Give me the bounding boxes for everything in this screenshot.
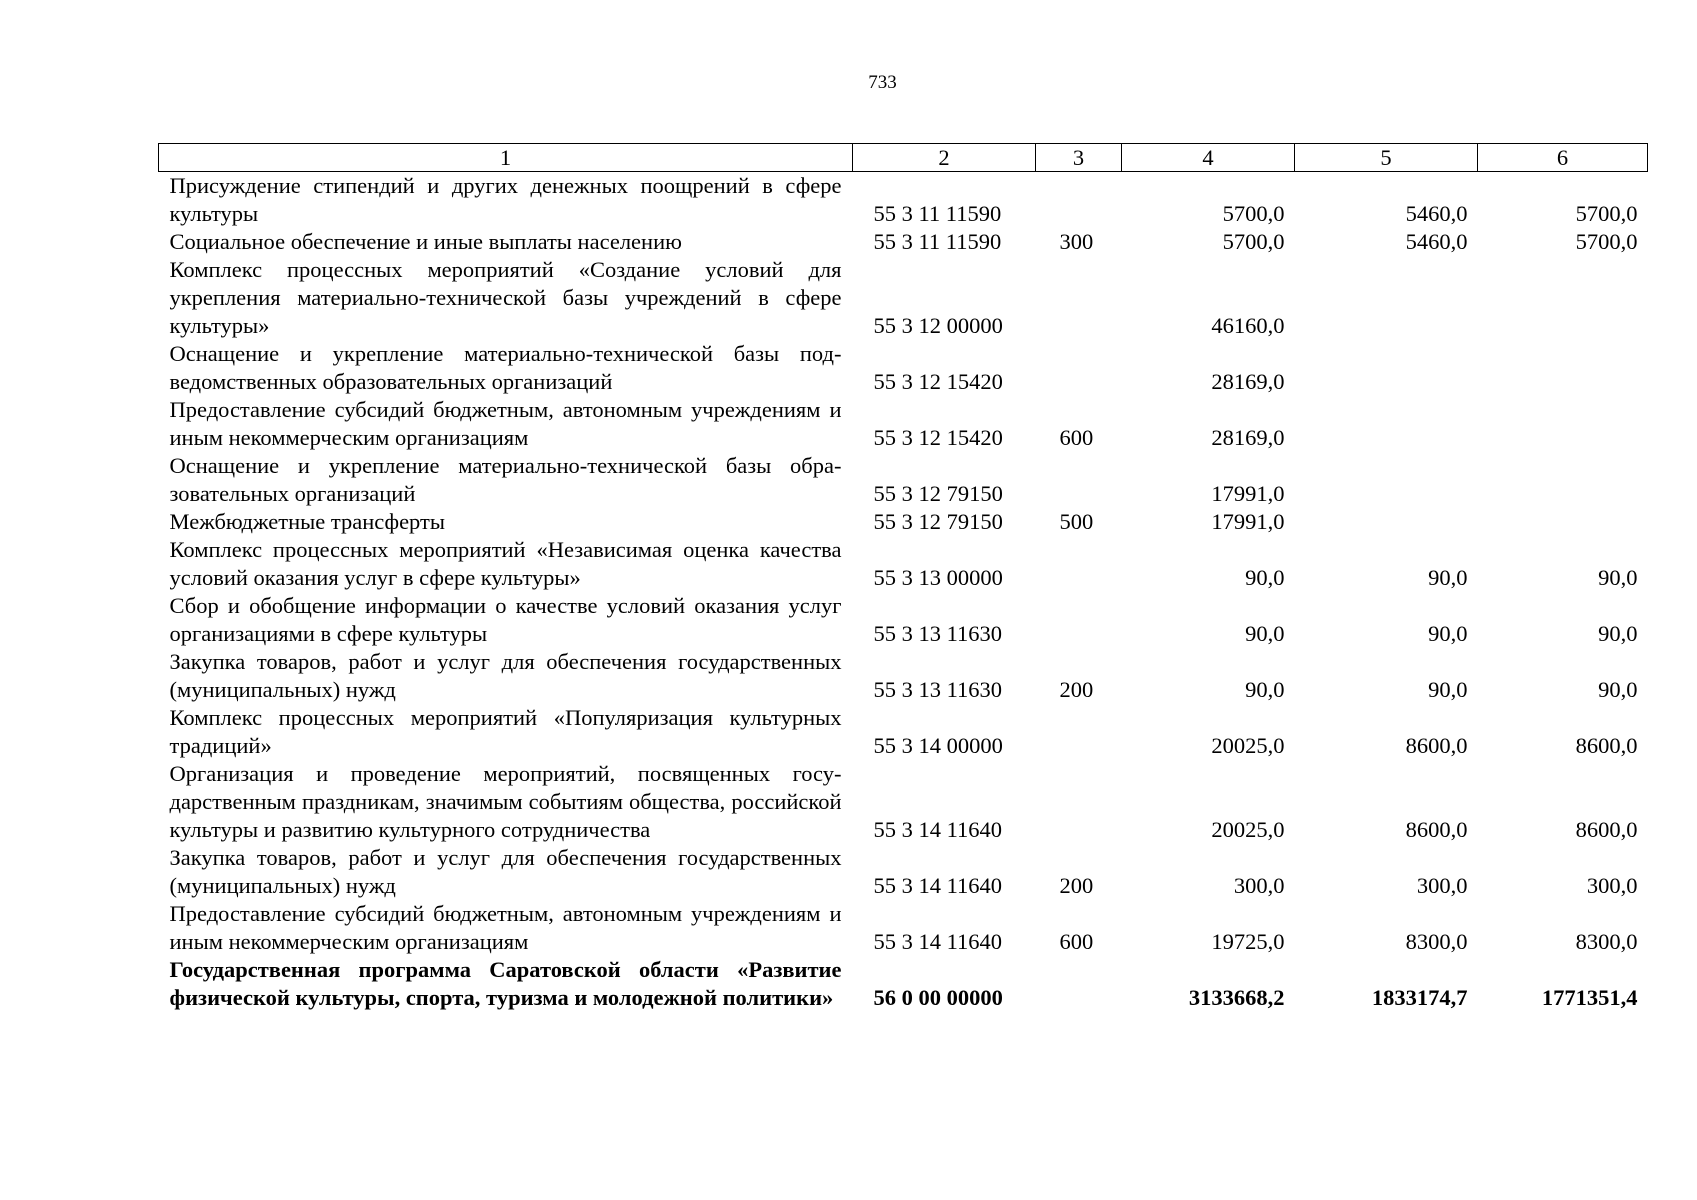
row-code: 55 3 13 11630 xyxy=(873,621,1003,646)
table-row xyxy=(159,172,1648,229)
row-value-col5: 8600,0 xyxy=(1405,817,1468,842)
row-value-col5 xyxy=(1295,508,1478,536)
table-row xyxy=(159,956,1648,1012)
budget-table xyxy=(158,143,1648,1012)
row-description: Закупка товаров, работ и услуг для обеспечения государственных (муниципальных) нужд xyxy=(169,845,842,898)
row-expense-type: 600 xyxy=(1059,425,1094,450)
row-value-col6: 90,0 xyxy=(1598,621,1638,646)
row-description: Закупка товаров, работ и услуг для обеспечения государственных (муниципальных) нужд xyxy=(169,649,842,702)
row-value-col6: 5700,0 xyxy=(1575,229,1638,254)
row-value-col4: 90,0 xyxy=(1245,677,1285,702)
row-value-col6 xyxy=(1478,256,1648,340)
row-code: 55 3 12 79150 xyxy=(873,481,1003,506)
row-value-col4: 19725,0 xyxy=(1211,929,1285,954)
row-code: 55 3 14 00000 xyxy=(873,733,1003,758)
row-value-col5: 90,0 xyxy=(1428,677,1468,702)
header-col-6: 6 xyxy=(1478,144,1648,172)
row-value-col5: 1833174,7 xyxy=(1371,985,1468,1010)
table-row xyxy=(159,900,1648,956)
row-value-col4: 5700,0 xyxy=(1222,201,1285,226)
table-row xyxy=(159,704,1648,760)
table-header xyxy=(159,144,1648,172)
table-row xyxy=(159,592,1648,648)
row-expense-type xyxy=(1036,256,1122,340)
row-value-col6 xyxy=(1478,340,1648,396)
table-row xyxy=(159,536,1648,592)
row-code: 55 3 11 11590 xyxy=(873,229,1002,254)
row-description: Присуждение стипендий и других денежных поощрений в сфере культуры xyxy=(169,173,842,226)
header-row xyxy=(159,144,1648,172)
row-expense-type: 200 xyxy=(1059,677,1094,702)
row-code: 55 3 12 15420 xyxy=(873,425,1003,450)
row-expense-type xyxy=(1036,704,1122,760)
table-body xyxy=(159,172,1648,1013)
row-value-col4: 20025,0 xyxy=(1211,733,1285,758)
row-value-col6: 1771351,4 xyxy=(1541,985,1638,1010)
row-description: Комплекс процессных мероприятий «Создание условий для укрепления материально-технической базы учреждений в сфере культуры» xyxy=(169,257,842,338)
row-value-col5 xyxy=(1295,452,1478,508)
row-expense-type xyxy=(1036,536,1122,592)
row-value-col4: 17991,0 xyxy=(1211,481,1285,506)
row-expense-type xyxy=(1036,592,1122,648)
table-row xyxy=(159,648,1648,704)
header-col-3: 3 xyxy=(1036,144,1122,172)
row-code: 55 3 13 00000 xyxy=(873,565,1003,590)
row-value-col4: 46160,0 xyxy=(1211,313,1285,338)
row-description: Предоставление субсидий бюджетным, автономным учреждениям и иным некоммерческим организациям xyxy=(169,901,842,954)
row-value-col6: 90,0 xyxy=(1598,677,1638,702)
row-value-col4: 17991,0 xyxy=(1211,509,1285,534)
row-expense-type xyxy=(1036,172,1122,229)
row-value-col4: 5700,0 xyxy=(1222,229,1285,254)
row-code: 56 0 00 00000 xyxy=(873,985,1003,1010)
row-description: Предоставление субсидий бюджетным, автономным учреждениям и иным некоммерческим организациям xyxy=(169,397,842,450)
row-description: Комплекс процессных мероприятий «Популяризация культурных традиций» xyxy=(169,705,842,758)
table-row xyxy=(159,760,1648,844)
row-description: Оснащение и укрепление материально-технической базы образовательных организаций xyxy=(169,453,842,506)
row-value-col6: 8600,0 xyxy=(1575,817,1638,842)
row-value-col5: 8600,0 xyxy=(1405,733,1468,758)
table-row xyxy=(159,452,1648,508)
table-row xyxy=(159,340,1648,396)
row-value-col4: 90,0 xyxy=(1245,621,1285,646)
row-code: 55 3 14 11640 xyxy=(873,817,1003,842)
row-code: 55 3 14 11640 xyxy=(873,873,1003,898)
row-code: 55 3 13 11630 xyxy=(873,677,1003,702)
row-value-col6: 8600,0 xyxy=(1575,733,1638,758)
row-value-col6 xyxy=(1478,452,1648,508)
row-value-col4: 3133668,2 xyxy=(1188,985,1285,1010)
row-value-col5 xyxy=(1295,396,1478,452)
row-value-col4: 28169,0 xyxy=(1211,369,1285,394)
row-value-col5: 90,0 xyxy=(1428,621,1468,646)
row-value-col6: 5700,0 xyxy=(1575,201,1638,226)
row-description: Социальное обеспечение и иные выплаты населению xyxy=(169,229,682,254)
row-code: 55 3 12 79150 xyxy=(873,509,1003,534)
row-value-col5: 300,0 xyxy=(1416,873,1468,898)
row-code: 55 3 12 00000 xyxy=(873,313,1003,338)
row-expense-type xyxy=(1036,956,1122,1012)
row-expense-type: 600 xyxy=(1059,929,1094,954)
row-value-col5: 8300,0 xyxy=(1405,929,1468,954)
row-description: Комплекс процессных мероприятий «Независимая оценка качества условий оказания услуг в сфере культуры» xyxy=(169,537,842,590)
row-code: 55 3 11 11590 xyxy=(873,201,1002,226)
row-expense-type xyxy=(1036,340,1122,396)
row-value-col5: 5460,0 xyxy=(1405,229,1468,254)
row-code: 55 3 14 11640 xyxy=(873,929,1003,954)
header-col-5: 5 xyxy=(1295,144,1478,172)
row-description: Организация и проведение мероприятий, посвященных государственным праздникам, значимым событиям общества, российской культуры и развитию культурного сотрудничества xyxy=(169,761,842,842)
header-col-4: 4 xyxy=(1122,144,1295,172)
row-expense-type: 200 xyxy=(1059,873,1094,898)
row-description: Межбюджетные трансферты xyxy=(169,509,445,534)
row-value-col4: 90,0 xyxy=(1245,565,1285,590)
table-row xyxy=(159,228,1648,256)
row-value-col6: 90,0 xyxy=(1598,565,1638,590)
row-expense-type xyxy=(1036,760,1122,844)
row-expense-type: 500 xyxy=(1059,509,1094,534)
header-col-1: 1 xyxy=(159,144,853,172)
row-code: 55 3 12 15420 xyxy=(873,369,1003,394)
row-value-col4: 300,0 xyxy=(1233,873,1285,898)
table-row xyxy=(159,508,1648,536)
row-value-col6 xyxy=(1478,396,1648,452)
row-value-col6: 8300,0 xyxy=(1575,929,1638,954)
page-number: 733 xyxy=(868,72,897,93)
row-value-col4: 20025,0 xyxy=(1211,817,1285,842)
row-value-col6 xyxy=(1478,508,1648,536)
row-expense-type: 300 xyxy=(1059,229,1094,254)
row-description: Государственная программа Саратовской области «Развитие физической культуры, спорта, туризма и молодежной политики» xyxy=(169,957,842,1010)
row-expense-type xyxy=(1036,452,1122,508)
row-description: Оснащение и укрепление материально-технической базы подведомственных образовательных организаций xyxy=(169,341,842,394)
row-value-col5: 5460,0 xyxy=(1405,201,1468,226)
row-value-col5 xyxy=(1295,256,1478,340)
row-value-col5 xyxy=(1295,340,1478,396)
row-value-col6: 300,0 xyxy=(1586,873,1638,898)
row-value-col5: 90,0 xyxy=(1428,565,1468,590)
header-col-2: 2 xyxy=(853,144,1036,172)
row-value-col4: 28169,0 xyxy=(1211,425,1285,450)
table-row xyxy=(159,844,1648,900)
table-row xyxy=(159,396,1648,452)
row-description: Сбор и обобщение информации о качестве условий оказания услуг организациями в сфере культуры xyxy=(169,593,842,646)
table-row xyxy=(159,256,1648,340)
